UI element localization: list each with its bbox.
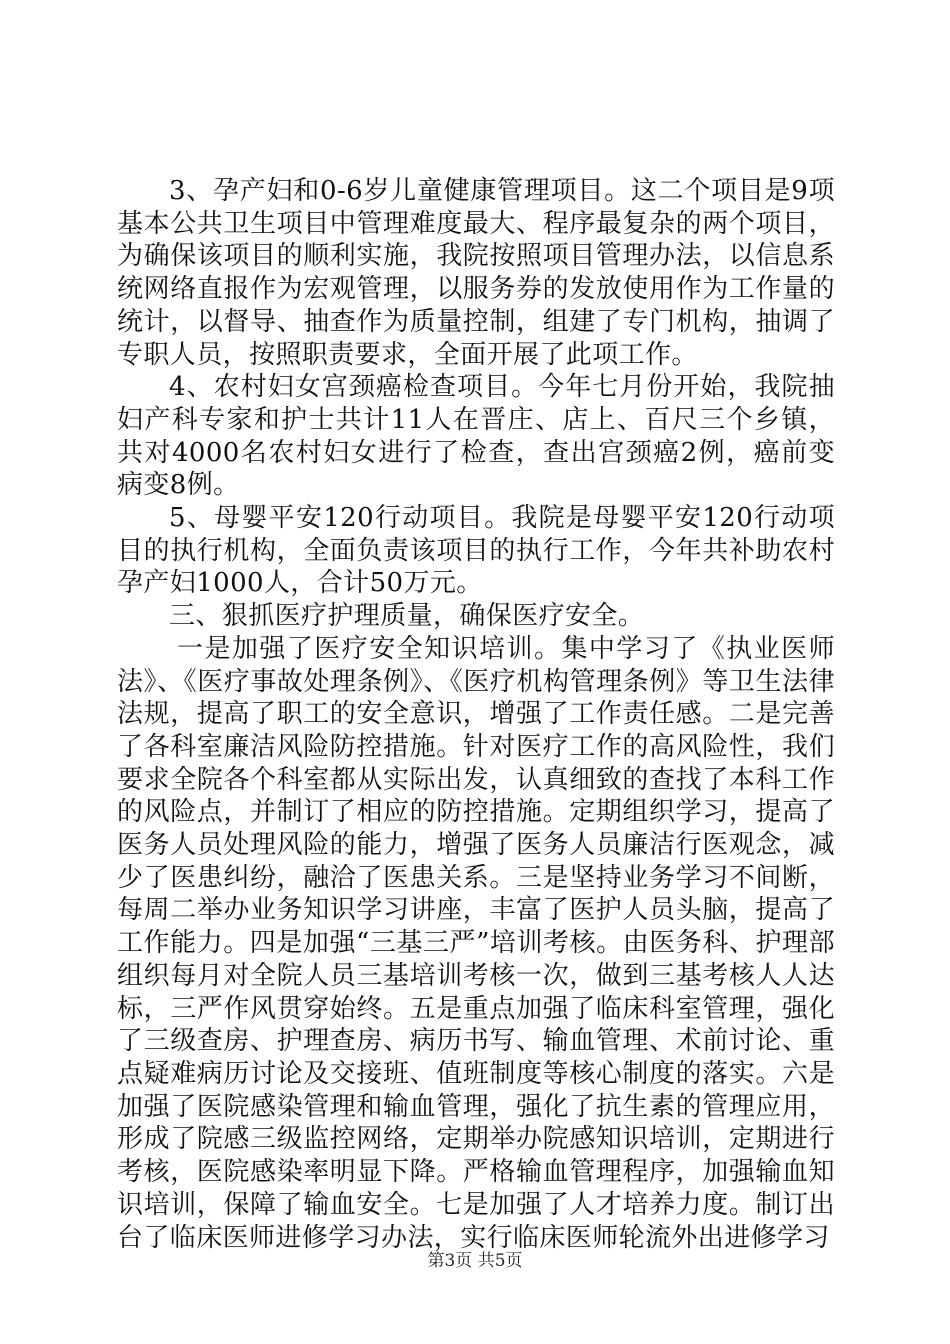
paragraph-maternal-child-health: 3、孕产妇和0-6岁儿童健康管理项目。这二个项目是9项基本公共卫生项目中管理难度最大、程序最复杂的两个项目，为确保该项目的顺利实施，我院按照项目管理办法，以信息系统网络直报作为宏观管理，以服务券的发放使用作为工作量的统计，以督导、抽查作为质量控制，组建了专门机构，抽调了专职人员，按照职责要求，全面开展了此项工作。: [117, 176, 835, 370]
paragraph-mother-infant-safety: 5、母婴平安120行动项目。我院是母婴平安120行动项目的执行机构，全面负责该项目的执行工作，今年共补助农村孕产妇1000人，合计50万元。: [117, 503, 835, 599]
section-heading-medical-quality: 三、狠抓医疗护理质量，确保医疗安全。: [169, 601, 645, 632]
page-footer: 第3页 共5页: [427, 1251, 523, 1271]
paragraph-medical-safety-measures: 一是加强了医疗安全知识培训。集中学习了《执业医师法》、《医疗事故处理条例》、《医疗机构管理条例》等卫生法律法规，提高了职工的安全意识，增强了工作责任感。二是完善了各科室廉洁风险防控措施。针对医疗工作的高风险性，我们要求全院各个科室都从实际出发，认真细致的查找了本科工作的风险点，并制订了相应的防控措施。定期组织学习，提高了医务人员处理风险的能力，增强了医务人员廉洁行医观念，减少了医患纠纷，融洽了医患关系。三是坚持业务学习不间断，每周二举办业务知识学习讲座，丰富了医护人员头脑，提高了工作能力。四是加强“三基三严”培训考核。由医务科、护理部组织每月对全院人员三基培训考核一次，做到三基考核人人达标，三严作风贯穿始终。五是重点加强了临床科室管理，强化了三级查房、护理查房、病历书写、输血管理、术前讨论、重点疑难病历讨论及交接班、值班制度等核心制度的落实。六是加强了医院感染管理和输血管理，强化了抗生素的管理应用，形成了院感三级监控网络，定期举办院感知识培训，定期进行考核，医院感染率明显下降。严格输血管理程序，加强输血知识培训，保障了输血安全。七是加强了人才培养力度。制订出台了临床医师进修学习办法，实行临床医师轮流外出进修学习: [117, 633, 835, 1253]
document-body: [117, 175, 835, 1254]
paragraph-cervical-cancer-screening: 4、农村妇女宫颈癌检查项目。今年七月份开始，我院抽妇产科专家和护士共计11人在晋庄、店上、百尺三个乡镇，共对4000名农村妇女进行了检查，查出宫颈癌2例，癌前变病变8例。: [117, 372, 835, 501]
